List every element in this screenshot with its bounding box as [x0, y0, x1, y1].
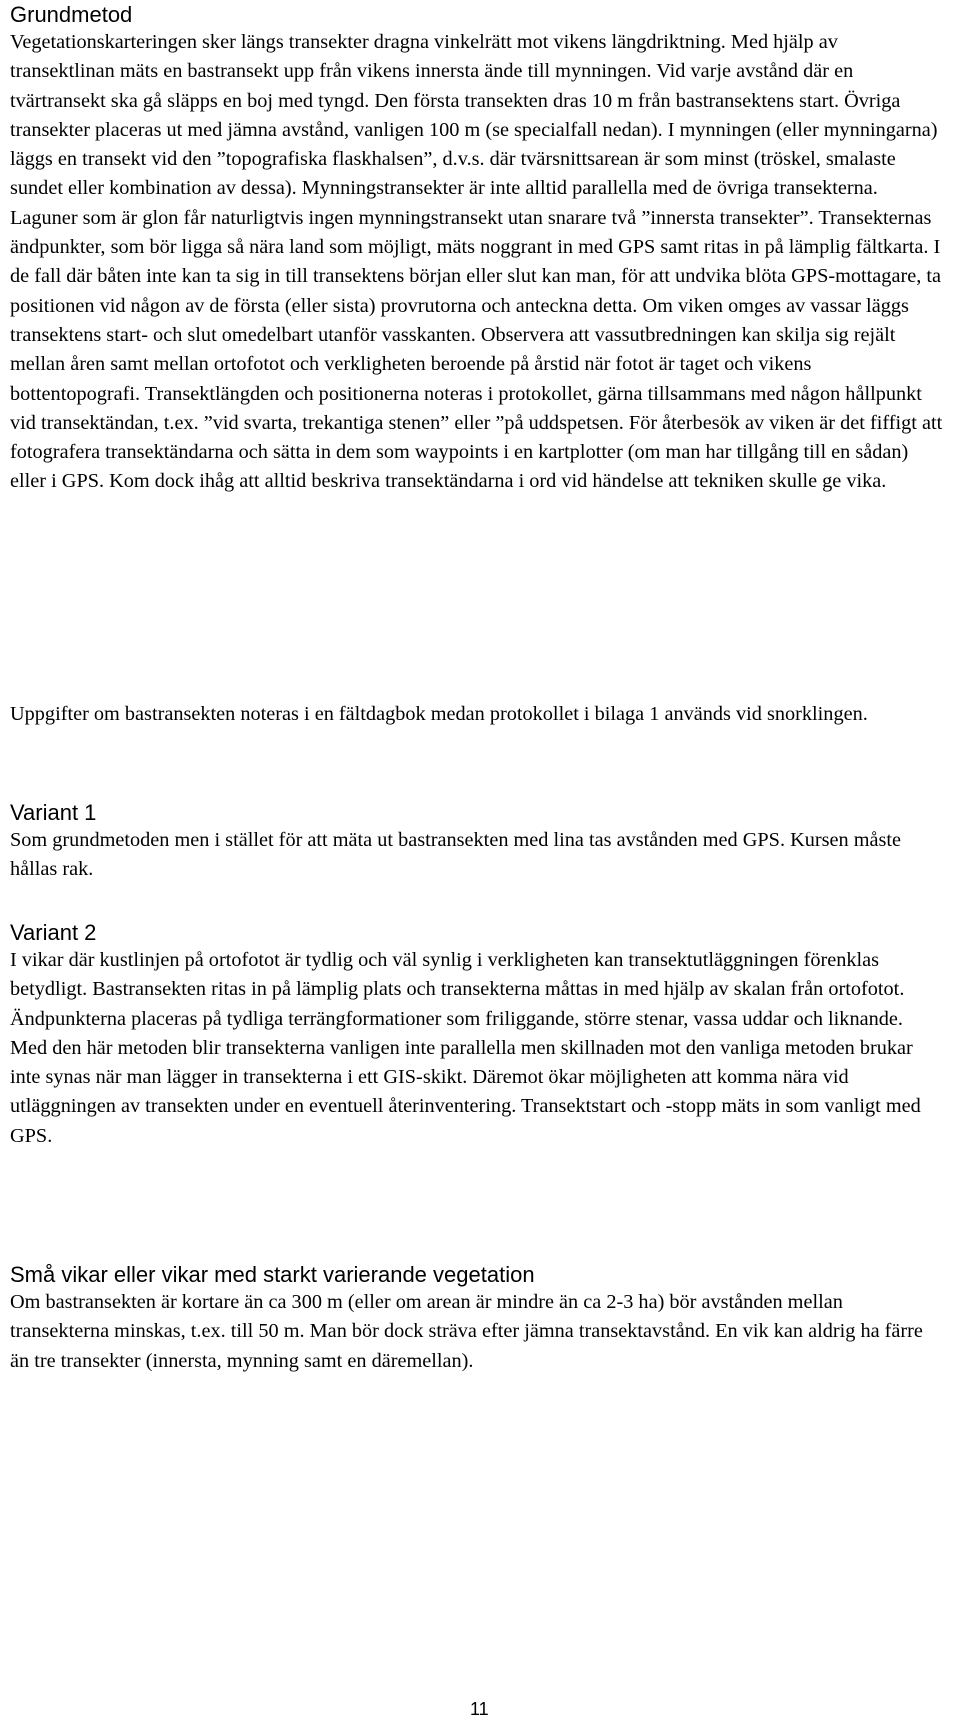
- section-sma-vikar: [10, 1262, 945, 1376]
- heading-sma-vikar: Små vikar eller vikar med starkt varierande vegetation: [10, 1262, 535, 1287]
- heading-variant-2: Variant 2: [10, 920, 97, 945]
- page-number: 11: [470, 1699, 489, 1719]
- paragraph-sma-vikar: Om bastransekten är kortare än ca 300 m (eller om arean är mindre än ca 2-3 ha) bör avstånden mellan transekterna minskas, t.ex. till 50 m. Man bör dock sträva efter jämna transektavstånd. En vik kan aldrig ha färre än tre transekter (innersta, mynning samt en däremellan).: [10, 1291, 923, 1372]
- section-uppgifter: [10, 700, 868, 729]
- heading-grundmetod: Grundmetod: [10, 2, 133, 27]
- paragraph-variant-1: Som grundmetoden men i stället för att mäta ut bastransekten med lina tas avstånden med GPS. Kursen måste hållas rak.: [10, 829, 902, 881]
- section-grundmetod: [10, 2, 945, 497]
- paragraph-uppgifter: Uppgifter om bastransekten noteras i en fältdagbok medan protokollet i bilaga 1 används vid snorklingen.: [10, 703, 868, 725]
- paragraph-variant-2: I vikar där kustlinjen på ortofotot är tydlig och väl synlig i verkligheten kan transektutläggningen förenklas betydligt. Bastransekten ritas in på lämplig plats och transekterna måttas in med hjälp av skalan från ortofotot. Ändpunkterna placeras på tydliga terrängformationer som friliggande, större stenar, vassa uddar och liknande. Med den här metoden blir transekterna vanligen inte parallella men skillnaden mot den vanliga metoden brukar inte synas när man lägger in transekterna i ett GIS-skikt. Däremot ökar möjligheten att komma nära vid utläggningen av transekten under en eventuell återinventering. Transektstart och -stopp mäts in som vanligt med GPS.: [10, 949, 921, 1147]
- section-variant-2: [10, 920, 945, 1151]
- heading-variant-1: Variant 1: [10, 800, 97, 825]
- paragraph-grundmetod: Vegetationskarteringen sker längs transekter dragna vinkelrätt mot vikens längdriktning. Med hjälp av transektlinan mäts en bastransekt upp från vikens innersta ände till mynningen. Vid varje avstånd där en tvärtransekt ska gå släpps en boj med tyngd. Den första transekten dras 10 m från bastransektens start. Övriga transekter placeras ut med jämna avstånd, vanligen 100 m (se specialfall nedan). I mynningen (eller mynningarna) läggs en transekt vid den ”topografiska flaskhalsen”, d.v.s. där tvärsnittsarean är som minst (tröskel, smalaste sundet eller kombination av dessa). Mynningstransekter är inte alltid parallella med de övriga transekterna. Laguner som är glon får naturligtvis ingen mynningstransekt utan snarare två ”innersta transekter”. Transekternas ändpunkter, som bör ligga så nära land som möjligt, mäts noggrant in med GPS samt ritas in på lämplig fältkarta. I de fall där båten inte kan ta sig in till transektens början eller slut kan man, för att undvika blöta GPS-mottagare, ta positionen vid någon av de första (eller sista) provrutorna och anteckna detta. Om viken omges av vassar läggs transektens start- och slut omedelbart utanför vasskanten. Observera att vassutbredningen kan skilja sig rejält mellan åren samt mellan ortofotot och verkligheten beroende på årstid när fotot är taget och vikens bottentopografi. Transektlängden och positionerna noteras i protokollet, gärna tillsammans med någon hållpunkt vid transektändan, t.ex. ”vid svarta, trekantiga stenen” eller ”på uddspetsen. För återbesök av viken är det fiffigt att fotografera transektändarna och sätta in dem som waypoints i en kartplotter (om man har tillgång till en sådan) eller i GPS. Kom dock ihåg att alltid beskriva transektändarna i ord vid händelse att tekniken skulle ge vika.: [10, 31, 943, 493]
- section-variant-1: [10, 800, 945, 885]
